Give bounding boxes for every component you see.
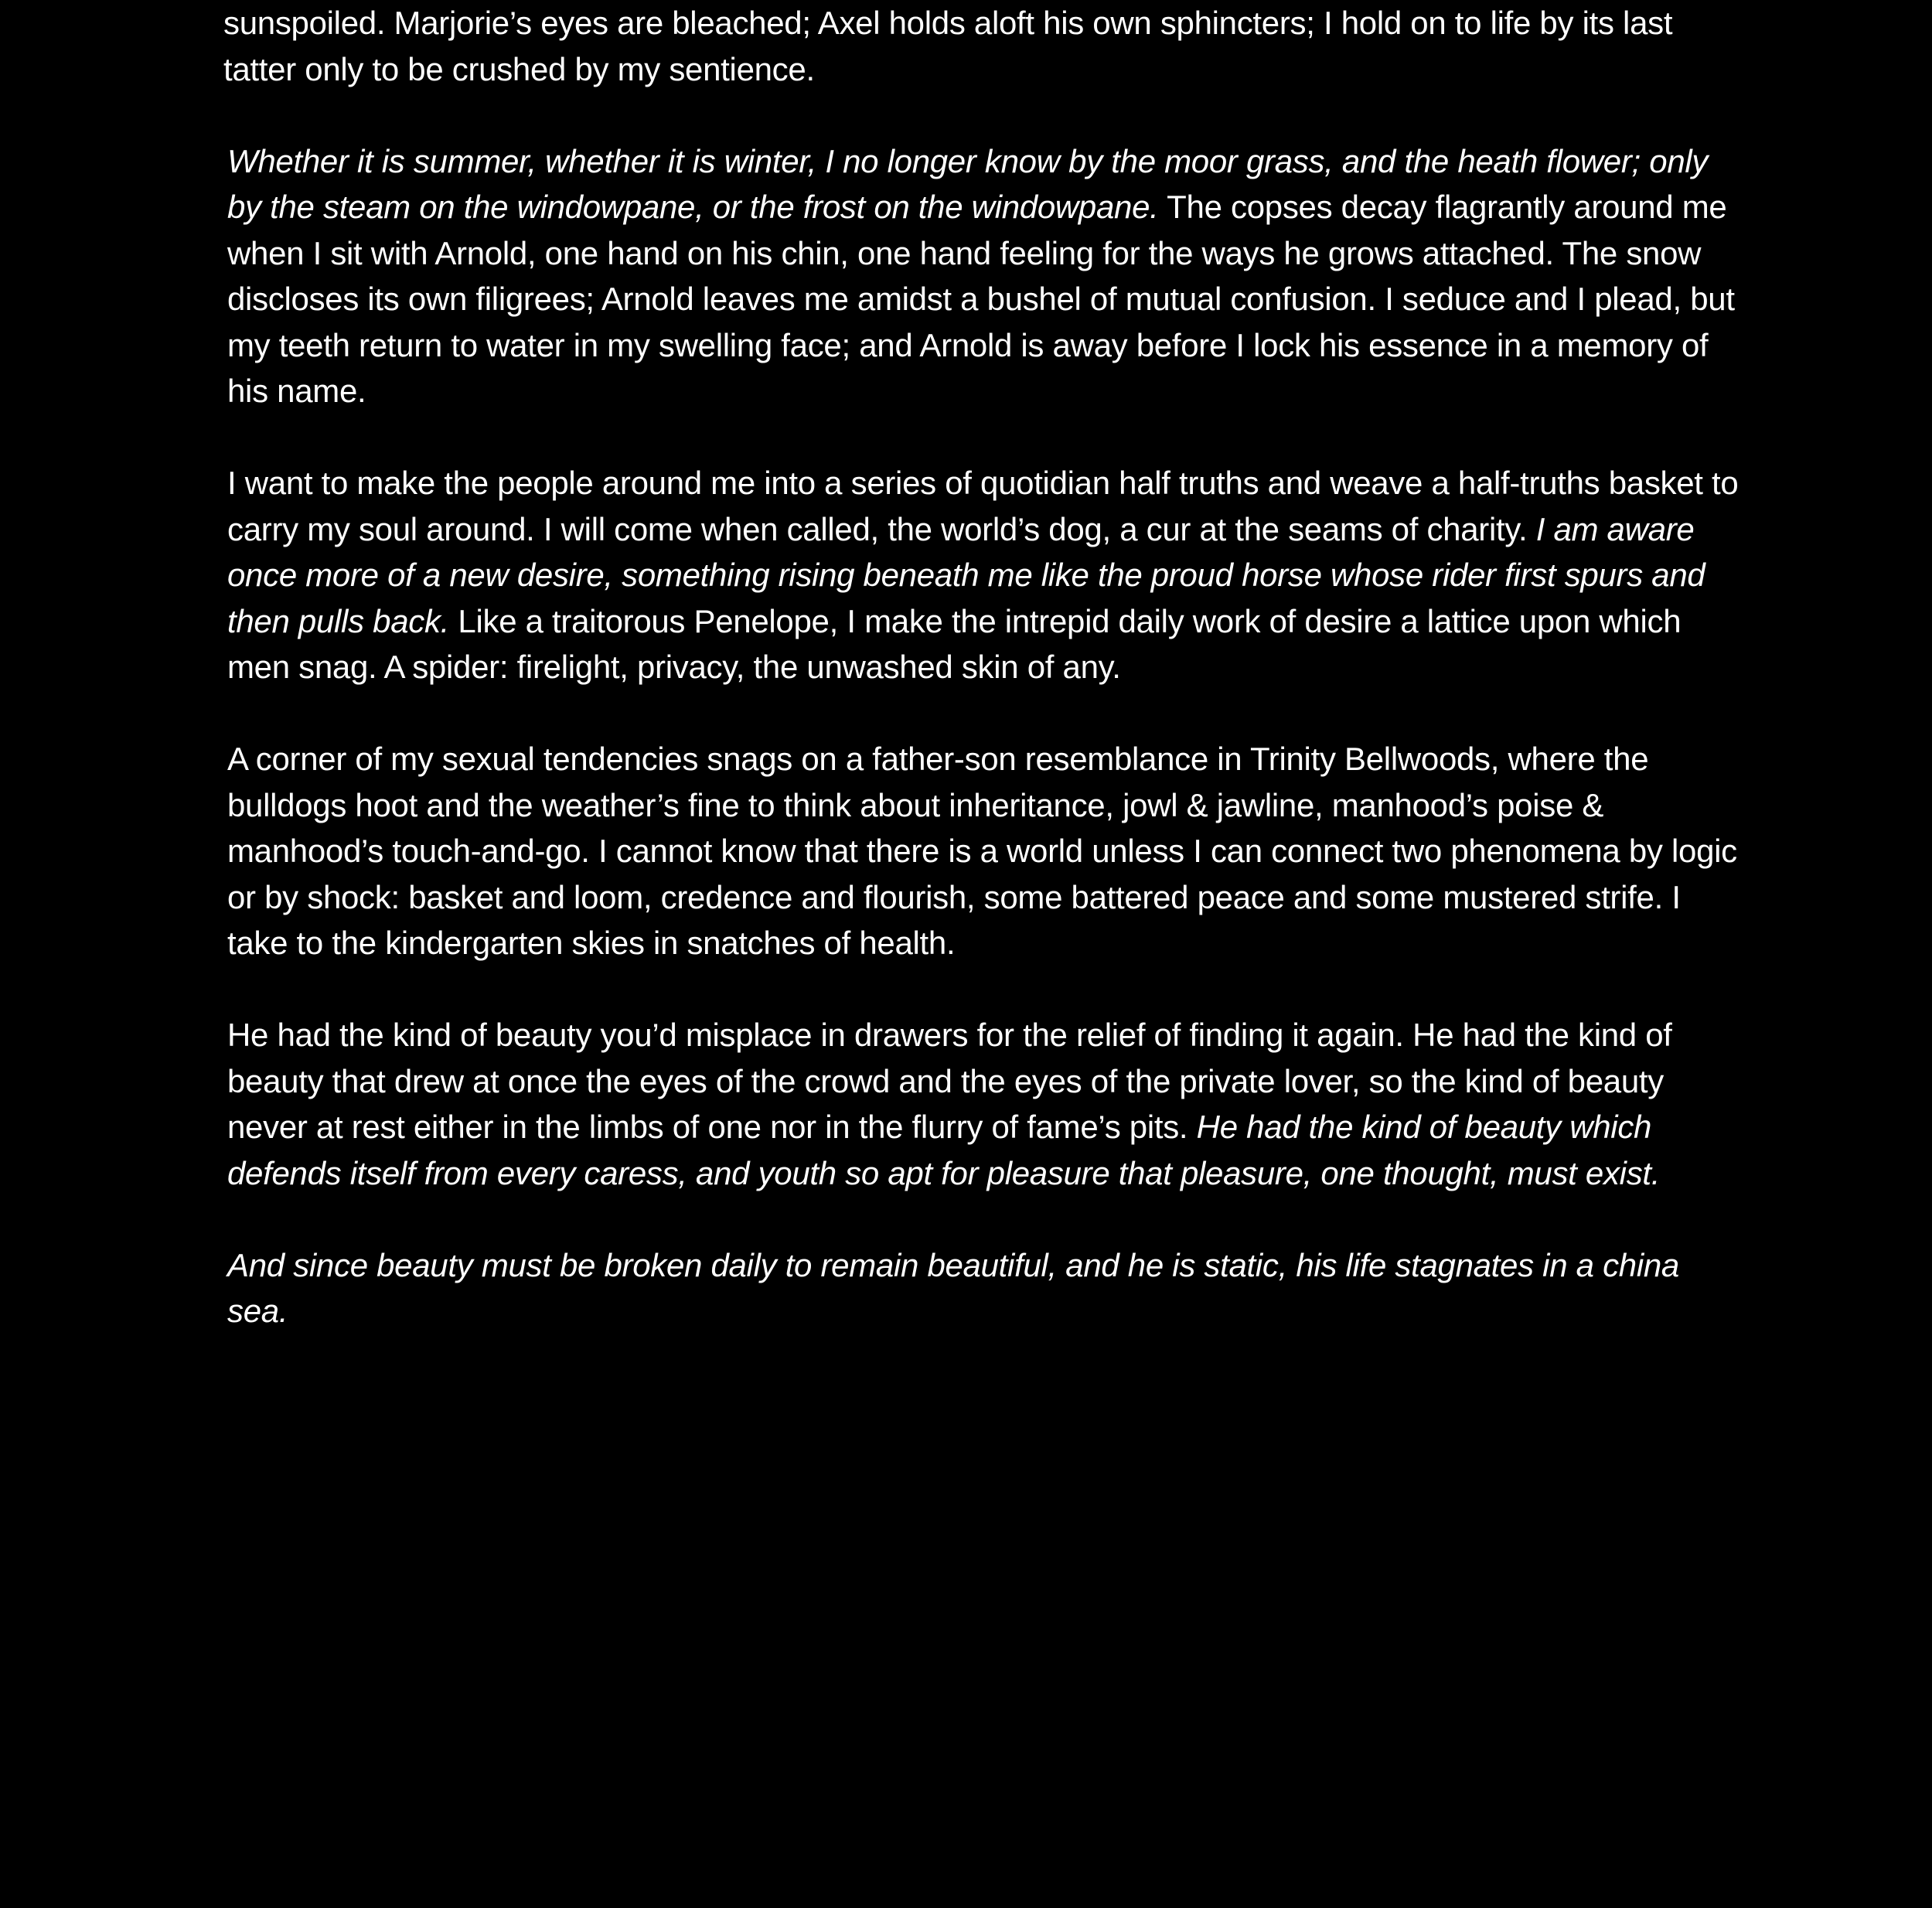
paragraph-2-text: The copses decay flagrantly around me when I sit with Arnold, one hand on his chin, one hand feeling for the ways he grows attached. The snow discloses its own filigrees; Arnold leaves me amidst a bushel of mutual confusion. I seduce and I plead, but my teeth return to water in my swelling face; and Arnold is away before I lock his essence in a memory of his name.	[227, 189, 1735, 409]
paragraph-3-text-b: Like a traitorous Penelope, I make the intrepid daily work of desire a lattice upon which men snag. A spider: firelight, privacy, the unwashed skin of any.	[227, 602, 1682, 685]
prose-body	[223, 0, 1743, 1380]
paragraph-4-text: A corner of my sexual tendencies snags on a father-son resemblance in Trinity Bellwoods, where the bulldogs hoot and the weather’s fine to think about inheritance, jowl & jawline, manhood’s poise & manhood’s touch-and-go. I cannot know that there is a world unless I can connect two phenomena by logic or by shock: basket and loom, credence and flourish, some battered peace and some mustered strife. I take to the kindergarten skies in snatches of health.	[227, 741, 1737, 961]
paragraph-3	[227, 460, 1743, 690]
paragraph-5-italic-text: He had the kind of beauty which defends itself from every caress, and youth so apt for pleasure that pleasure, one thought, must exist.	[227, 1109, 1661, 1191]
paragraph-5-text: He had the kind of beauty you’d misplace in drawers for the relief of finding it again. He had the kind of beauty that drew at once the eyes of the crowd and the eyes of the private lover, so the kind of beauty never at rest either in the limbs of one nor in the flurry of fame’s pits.	[227, 1017, 1672, 1145]
paragraph-1	[223, 0, 1743, 92]
paragraph-6-italic-text: And since beauty must be broken daily to remain beautiful, and he is static, his life stagnates in a china sea.	[227, 1246, 1679, 1329]
paragraph-2	[227, 138, 1743, 414]
paragraph-1-text: sunspoiled. Marjorie’s eyes are bleached; Axel holds aloft his own sphincters; I hold on to life by its last tatter only to be crushed by my sentience.	[223, 5, 1673, 87]
paragraph-5	[227, 1012, 1743, 1196]
paragraph-3-italic-text: I am aware once more of a new desire, something rising beneath me like the proud horse whose rider first spurs and then pulls back.	[227, 510, 1705, 639]
paragraph-6	[227, 1242, 1743, 1334]
paragraph-2-italic-text: Whether it is summer, whether it is winter, I no longer know by the moor grass, and the heath flower; only by the steam on the windowpane, or the frost on the windowpane.	[227, 142, 1709, 225]
paragraph-3-text-a: I want to make the people around me into a series of quotidian half truths and weave a half-truths basket to carry my soul around. I will come when called, the world’s dog, a cur at the seams of charity.	[227, 465, 1739, 547]
paragraph-4	[227, 736, 1743, 966]
